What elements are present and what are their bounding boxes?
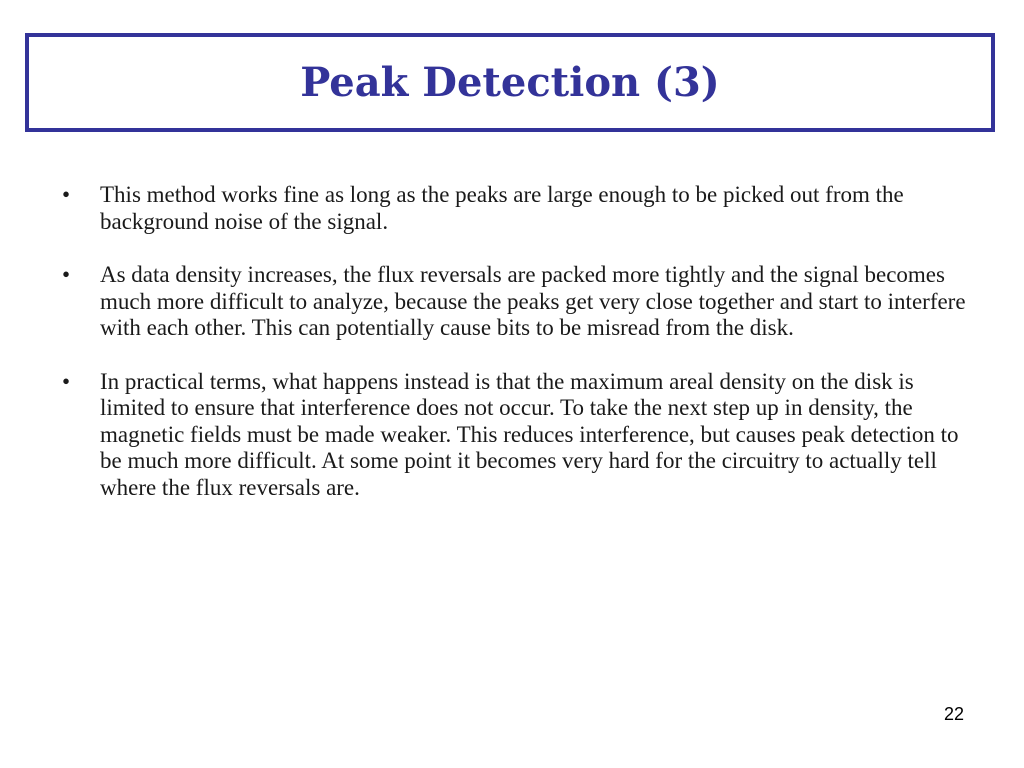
- bullet-text: This method works fine as long as the peaks are large enough to be picked out from the background noise of the signal.: [100, 182, 904, 234]
- bullet-item: [62, 182, 972, 235]
- bullet-dot-icon: •: [62, 262, 71, 287]
- bullet-item: [62, 262, 972, 342]
- slide-title: Peak Detection (3): [300, 59, 720, 106]
- bullet-dot-icon: •: [62, 368, 71, 394]
- bullet-item: [62, 369, 972, 502]
- page-number: 22: [943, 704, 964, 724]
- bullet-text: In practical terms, what happens instead is that the maximum areal density on the disk is limited to ensure that interference does not occur. To take the next step up in density, the magnetic fields must be made weaker. This reduces interference, but causes peak detection to be much more difficult. At some point it becomes very hard for the circuitry to actually tell where the flux reversals are.: [100, 368, 959, 500]
- title-frame: [25, 33, 995, 132]
- bullet-list: [62, 182, 972, 528]
- bullet-dot-icon: •: [62, 182, 71, 207]
- bullet-text: As data density increases, the flux reversals are packed more tightly and the signal becomes much more difficult to analyze, because the peaks get very close together and start to interfere with each other. This can potentially cause bits to be misread from the disk.: [100, 262, 966, 340]
